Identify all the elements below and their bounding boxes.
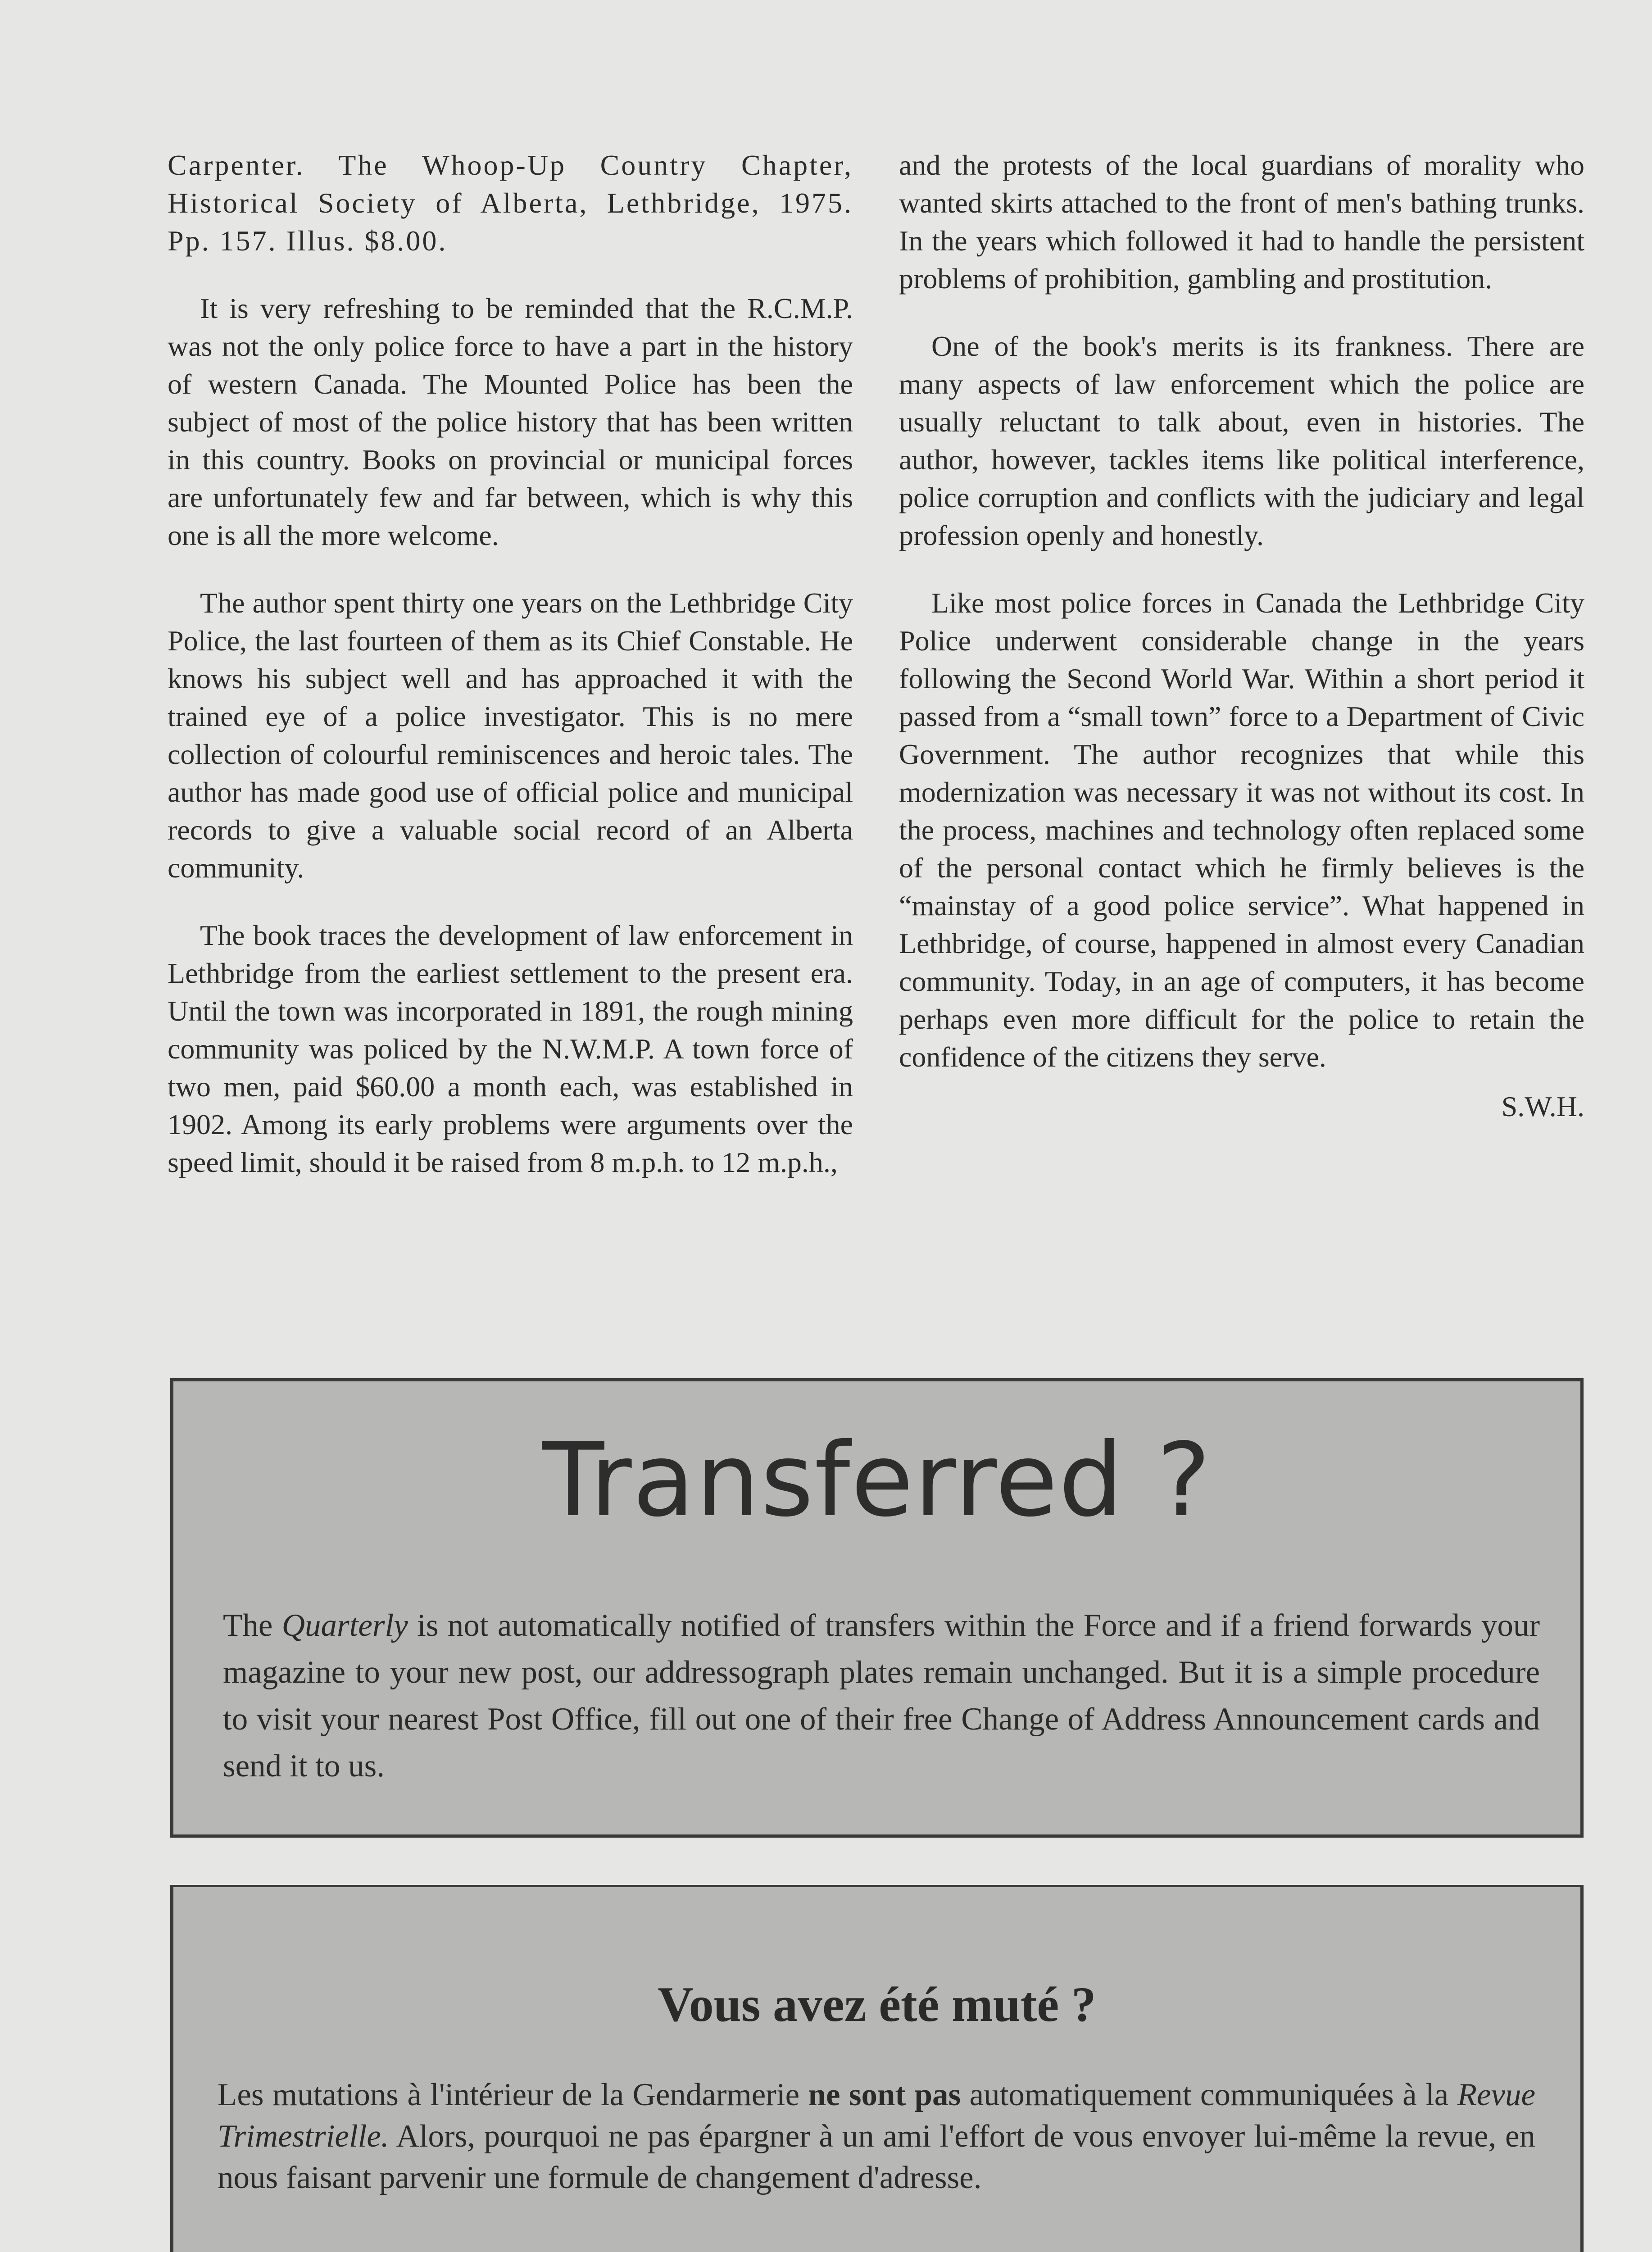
review-paragraph: Like most police forces in Canada the Lethbridge City Police underwent considerable change in the years following the Second World War. Within a short period it passed from a “small town” force to a Department of Civic Government. The author recognizes that while this modernization was necessary it was not without its cost. In the process, machines and technology often replaced some of the personal contact which he firmly believes is the “mainstay of a good police service”. What happened in Lethbridge, of course, happened in almost every Canadian community. Today, in an age of computers, it has become perhaps even more difficult for the police to retain the confidence of the citizens they serve. bbox=[899, 587, 1584, 1073]
notice-text-bold: ne sont pas bbox=[808, 2077, 961, 2112]
notice-body bbox=[218, 2074, 1535, 2198]
book-citation: Carpenter. The Whoop-Up Country Chapter, Historical Society of Alberta, Lethbridge, 1975. Pp. 157. Illus. $8.00. bbox=[168, 149, 853, 257]
review-paragraph: It is very refreshing to be reminded that the R.C.M.P. was not the only police force to have a part in the history of western Canada. The Mounted Police has been the subject of most of the police history that has been written in this country. Books on provincial or municipal forces are unfortunately few and far between, which is why this one is all the more welcome. bbox=[168, 292, 853, 551]
notice-title: Vous avez été muté ? bbox=[658, 1977, 1096, 2032]
review-paragraph: and the protests of the local guardians of morality who wanted skirts attached to the front of men's bathing trunks. In the years which followed it had to handle the persistent problems of prohibition, gambling and prostitution. bbox=[899, 149, 1584, 295]
notice-text: is bbox=[408, 1608, 448, 1643]
left-column bbox=[168, 146, 853, 1211]
review-signature: S.W.H. bbox=[1501, 1090, 1584, 1122]
transfer-notice-french bbox=[170, 1885, 1584, 2252]
notice-text: Alors, pourquoi ne pas épargner à un ami l'effort de vous envoyer lui-même la revue, en nous faisant parvenir une formule de changement d'adresse. bbox=[218, 2119, 1535, 2195]
review-paragraph: The author spent thirty one years on the Lethbridge City Police, the last fourteen of them as its Chief Constable. He knows his subject well and has approached it with the trained eye of a police investigator. This is no mere collection of colourful reminiscences and heroic tales. The author has made good use of official police and municipal records to give a valuable social record of an Alberta community. bbox=[168, 587, 853, 884]
notice-text: automatically notified of transfers within the Force and if a friend forwards your magazine to your new post, our addressograph plates remain unchanged. But it is a simple procedure to visit your nearest Post Office, fill out one of their free Change of Address Announcement cards and send it to us. bbox=[223, 1608, 1540, 1784]
notice-text-italic: Revue Trimestrielle. bbox=[218, 2077, 1535, 2154]
notice-text: Les mutations à l'intérieur de la Gendarmerie bbox=[218, 2077, 808, 2112]
review-paragraph: The book traces the development of law enforcement in Lethbridge from the earliest settlement to the present era. Until the town was incorporated in 1891, the rough mining community was policed by the N.W.M.P. A town force of two men, paid $60.00 a month each, was established in 1902. Among its early problems were arguments over the speed limit, should it be raised from 8 m.p.h. to 12 m.p.h., bbox=[168, 919, 853, 1178]
notice-text-italic: Quarterly bbox=[281, 1608, 408, 1643]
notice-body bbox=[223, 1602, 1540, 1789]
right-column bbox=[899, 146, 1584, 1155]
transfer-notice-english bbox=[170, 1378, 1584, 1838]
notice-text: The bbox=[223, 1608, 282, 1643]
notice-text-emphasis: not bbox=[447, 1608, 489, 1643]
notice-text: automatiquement communiquées à la bbox=[961, 2077, 1457, 2112]
review-paragraph: One of the book's merits is its frankness. There are many aspects of law enforcement which the police are usually reluctant to talk about, even in histories. The author, however, tackles items like political interference, police corruption and conflicts with the judiciary and legal profession openly and honestly. bbox=[899, 330, 1584, 551]
notice-title: Transferred ? bbox=[542, 1421, 1212, 1539]
